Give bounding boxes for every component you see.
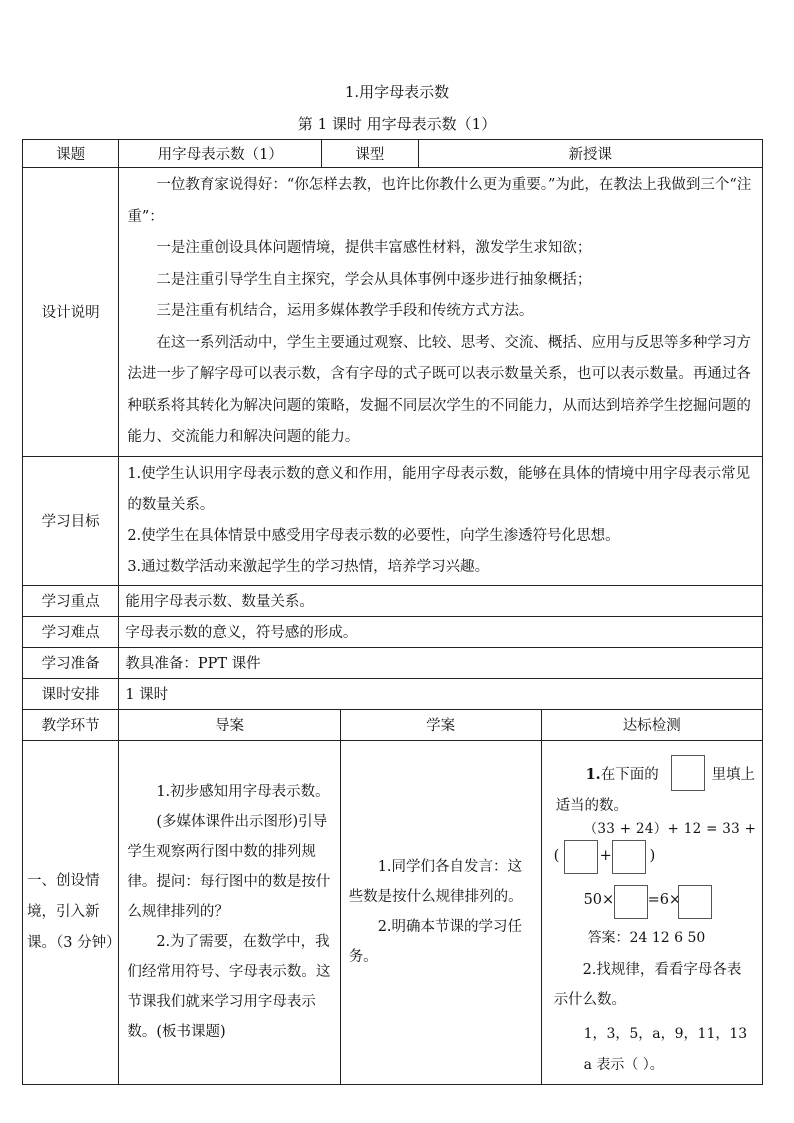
type-label: 课型 <box>322 140 418 168</box>
q2-text: 2.找规律，看看字母各表示什么数。 <box>553 961 742 1008</box>
design-label: 设计说明 <box>23 168 119 457</box>
key-points-row <box>23 585 763 616</box>
equation-1: （33 + 24）+ 12 = 33 + <box>583 820 757 837</box>
key-points-label: 学习重点 <box>23 585 119 616</box>
preparation-value: 教具准备：PPT 课件 <box>119 647 763 678</box>
goal-item: 1.使学生认识用字母表示数的意义和作用，能用字母表示数，能够在具体的情境中用字母表示常见的数量关系。 <box>127 465 751 513</box>
schedule-value: 1 课时 <box>119 678 763 709</box>
lead-item: (多媒体课件出示图形)引导学生观察两行图中数的排列规律。提问：每行图中的数是按什么规律排列的？ <box>127 814 331 920</box>
goals-label: 学习目标 <box>23 456 119 585</box>
difficulties-row <box>23 616 763 647</box>
schedule-label: 课时安排 <box>23 678 119 709</box>
section1-stage: 一、创设情境，引入新课。（3 分钟） <box>23 740 119 1084</box>
equation-2-left: 50× <box>583 891 615 908</box>
header-row <box>23 140 763 168</box>
section1-check <box>541 740 762 1084</box>
preparation-label: 学习准备 <box>23 647 119 678</box>
column-header-row <box>23 709 763 740</box>
topic-label: 课题 <box>23 140 119 168</box>
topic-value: 用字母表示数（1） <box>119 140 322 168</box>
paren-close: ) <box>649 847 656 864</box>
paren-open: ( <box>553 847 560 864</box>
lead-item: 1.初步感知用字母表示数。 <box>156 784 330 800</box>
section1-study <box>340 740 541 1084</box>
column-header-lead: 导案 <box>119 709 340 740</box>
key-points-value: 能用字母表示数、数量关系。 <box>119 585 763 616</box>
design-row <box>23 168 763 457</box>
answer-box[interactable] <box>678 885 712 919</box>
design-paragraph: 一位教育家说得好：“你怎样去教，也许比你教什么更为重要。”为此，在教法上我做到三个“注重”： <box>127 177 752 225</box>
column-header-study: 学案 <box>340 709 541 740</box>
preparation-row <box>23 647 763 678</box>
page-title: 1.用字母表示数 <box>344 83 450 101</box>
design-paragraph: 一是注重创设具体问题情境，提供丰富感性材料，激发学生求知欲； <box>156 240 592 256</box>
design-paragraph: 二是注重引导学生自主探究，学会从具体事例中逐步进行抽象概括； <box>156 271 592 288</box>
design-paragraph: 在这一系列活动中，学生主要通过观察、比较、思考、交流、概括、应用与反思等多种学习方法进一步了解字母可以表示数，含有字母的式子既可以表示数量关系，也可以表示数量。再通过各种联系将其转化为解决问题的策略，发掘不同层次学生的不同能力，从而达到培养学生挖掘问题的能力、交流能力和解决问题的能力。 <box>127 334 751 445</box>
equation-2-right: =6× <box>647 891 682 908</box>
lesson-subtitle: 第 1 课时 用字母表示数（1） <box>297 115 497 133</box>
q1-text-b: 里填上 <box>711 766 756 783</box>
q1-text-a: 在下面的 <box>600 766 659 783</box>
study-item: 1.同学们各自发言：这些数是按什么规律排列的。 <box>348 859 523 905</box>
check-content <box>542 741 762 1083</box>
section1-row <box>23 740 763 1084</box>
column-header-stage: 教学环节 <box>23 709 119 740</box>
design-content <box>119 168 763 457</box>
answer-box[interactable] <box>614 885 648 919</box>
lesson-plan-table <box>22 139 763 1085</box>
answer-key: 答案：24 12 6 50 <box>587 929 706 946</box>
answer-box[interactable] <box>612 840 646 874</box>
answer-box[interactable] <box>671 755 705 791</box>
plus-sign: + <box>599 847 612 864</box>
goal-item: 2.使学生在具体情景中感受用字母表示数的必要性，向学生渗透符号化思想。 <box>127 527 620 544</box>
section1-lead <box>119 740 340 1084</box>
design-paragraph: 三是注重有机结合，运用多媒体教学手段和传统方式方法。 <box>156 303 534 319</box>
difficulties-value: 字母表示数的意义，符号感的形成。 <box>119 616 763 647</box>
schedule-row <box>23 678 763 709</box>
q2-answer-blank: a 表示（ ）。 <box>583 1056 664 1073</box>
goals-content <box>119 456 763 585</box>
sequence: 1，3，5，a，9，11，13 <box>583 1025 748 1042</box>
answer-box[interactable] <box>564 840 598 874</box>
goal-item: 3.通过数学活动来激起学生的学习热情，培养学习兴趣。 <box>127 558 490 575</box>
study-item: 2.明确本节课的学习任务。 <box>348 919 523 965</box>
type-value: 新授课 <box>418 140 762 168</box>
goals-row <box>23 456 763 585</box>
difficulties-label: 学习难点 <box>23 616 119 647</box>
lead-item: 2.为了需要，在数学中，我们经常用符号、字母表示数。这节课我们就来学习用字母表示数。(板书课题) <box>127 934 331 1040</box>
q1-number: 1. <box>585 765 601 783</box>
column-header-check: 达标检测 <box>541 709 762 740</box>
q1-text-c: 适当的数。 <box>555 797 629 814</box>
